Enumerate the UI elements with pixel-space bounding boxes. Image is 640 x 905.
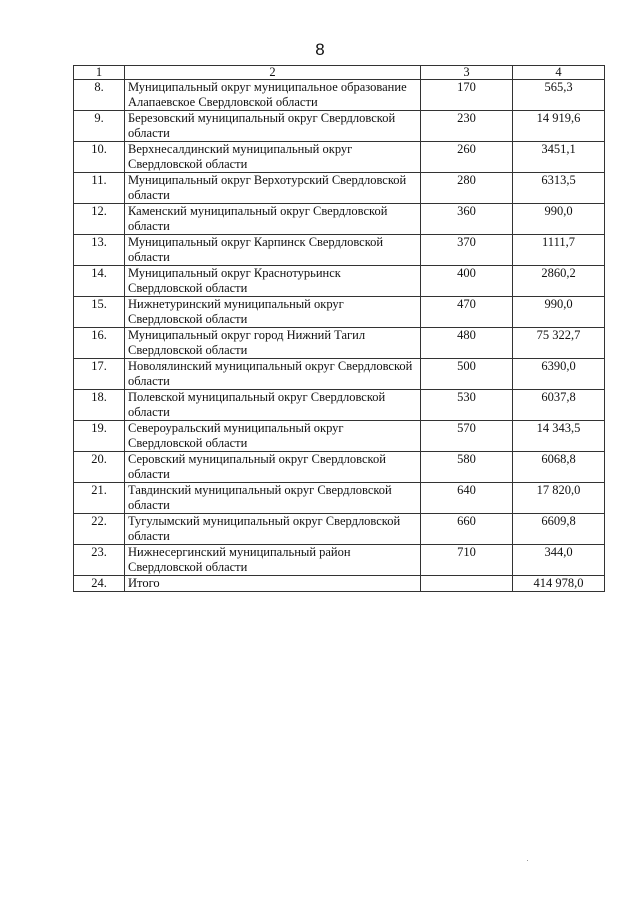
table-row (74, 111, 605, 142)
column-header-2: 2 (125, 66, 421, 80)
table-row (74, 235, 605, 266)
row-number: 10. (74, 142, 125, 173)
table-row (74, 297, 605, 328)
municipality-name: Верхнесалдинский муниципальный округ Свердловской области (125, 142, 421, 173)
amount-value: 14 343,5 (513, 421, 605, 452)
municipality-name: Нижнесергинский муниципальный район Свердловской области (125, 545, 421, 576)
amount-value: 565,3 (513, 80, 605, 111)
row-number: 22. (74, 514, 125, 545)
table-row (74, 390, 605, 421)
table-row (74, 142, 605, 173)
amount-value: 6037,8 (513, 390, 605, 421)
municipality-code: 230 (421, 111, 513, 142)
table-row (74, 359, 605, 390)
table-body (74, 80, 605, 592)
amount-value: 6609,8 (513, 514, 605, 545)
municipality-code: 530 (421, 390, 513, 421)
column-header-3: 3 (421, 66, 513, 80)
table-row (74, 545, 605, 576)
amount-value: 2860,2 (513, 266, 605, 297)
row-number: 8. (74, 80, 125, 111)
table-row (74, 204, 605, 235)
row-number: 24. (74, 576, 125, 592)
amount-value: 990,0 (513, 204, 605, 235)
municipality-code: 400 (421, 266, 513, 297)
table-row (74, 483, 605, 514)
municipality-code: 360 (421, 204, 513, 235)
municipality-name: Новолялинский муниципальный округ Свердловской области (125, 359, 421, 390)
row-number: 18. (74, 390, 125, 421)
municipality-name: Муниципальный округ муниципальное образование Алапаевское Свердловской области (125, 80, 421, 111)
municipality-code: 480 (421, 328, 513, 359)
row-number: 20. (74, 452, 125, 483)
total-label: Итого (125, 576, 421, 592)
amount-value: 6313,5 (513, 173, 605, 204)
amount-value: 1111,7 (513, 235, 605, 266)
row-number: 9. (74, 111, 125, 142)
amount-value: 17 820,0 (513, 483, 605, 514)
table-row (74, 514, 605, 545)
table-header-row (74, 66, 605, 80)
amount-value: 14 919,6 (513, 111, 605, 142)
row-number: 16. (74, 328, 125, 359)
municipality-code: 470 (421, 297, 513, 328)
amount-value: 6390,0 (513, 359, 605, 390)
table-row (74, 80, 605, 111)
municipality-name: Муниципальный округ Краснотурьинск Свердловской области (125, 266, 421, 297)
municipality-name: Нижнетуринский муниципальный округ Свердловской области (125, 297, 421, 328)
table-row (74, 266, 605, 297)
municipality-name: Муниципальный округ город Нижний Тагил Свердловской области (125, 328, 421, 359)
municipality-code: 260 (421, 142, 513, 173)
amount-value: 990,0 (513, 297, 605, 328)
row-number: 23. (74, 545, 125, 576)
row-number: 19. (74, 421, 125, 452)
row-number: 15. (74, 297, 125, 328)
row-number: 17. (74, 359, 125, 390)
amount-value: 3451,1 (513, 142, 605, 173)
amount-value: 6068,8 (513, 452, 605, 483)
total-code (421, 576, 513, 592)
table-row (74, 452, 605, 483)
municipality-name: Каменский муниципальный округ Свердловской области (125, 204, 421, 235)
allocation-table (73, 65, 605, 592)
municipality-code: 370 (421, 235, 513, 266)
municipality-code: 170 (421, 80, 513, 111)
municipality-name: Серовский муниципальный округ Свердловской области (125, 452, 421, 483)
municipality-name: Березовский муниципальный округ Свердловской области (125, 111, 421, 142)
municipality-name: Полевской муниципальный округ Свердловской области (125, 390, 421, 421)
amount-value: 344,0 (513, 545, 605, 576)
table-row (74, 328, 605, 359)
row-number: 14. (74, 266, 125, 297)
municipality-code: 640 (421, 483, 513, 514)
row-number: 13. (74, 235, 125, 266)
municipality-name: Муниципальный округ Карпинск Свердловской области (125, 235, 421, 266)
municipality-code: 500 (421, 359, 513, 390)
municipality-code: 280 (421, 173, 513, 204)
municipality-name: Муниципальный округ Верхотурский Свердловской области (125, 173, 421, 204)
table-row (74, 173, 605, 204)
municipality-code: 580 (421, 452, 513, 483)
row-number: 21. (74, 483, 125, 514)
amount-value: 75 322,7 (513, 328, 605, 359)
row-number: 11. (74, 173, 125, 204)
municipality-code: 710 (421, 545, 513, 576)
municipality-name: Североуральский муниципальный округ Свердловской области (125, 421, 421, 452)
row-number: 12. (74, 204, 125, 235)
municipality-code: 570 (421, 421, 513, 452)
table-row (74, 421, 605, 452)
column-header-4: 4 (513, 66, 605, 80)
table-total-row (74, 576, 605, 592)
scan-speck (527, 860, 528, 861)
municipality-name: Тугулымский муниципальный округ Свердловской области (125, 514, 421, 545)
total-value: 414 978,0 (513, 576, 605, 592)
municipality-name: Тавдинский муниципальный округ Свердловской области (125, 483, 421, 514)
column-header-1: 1 (74, 66, 125, 80)
municipality-code: 660 (421, 514, 513, 545)
page-number: 8 (315, 40, 325, 59)
